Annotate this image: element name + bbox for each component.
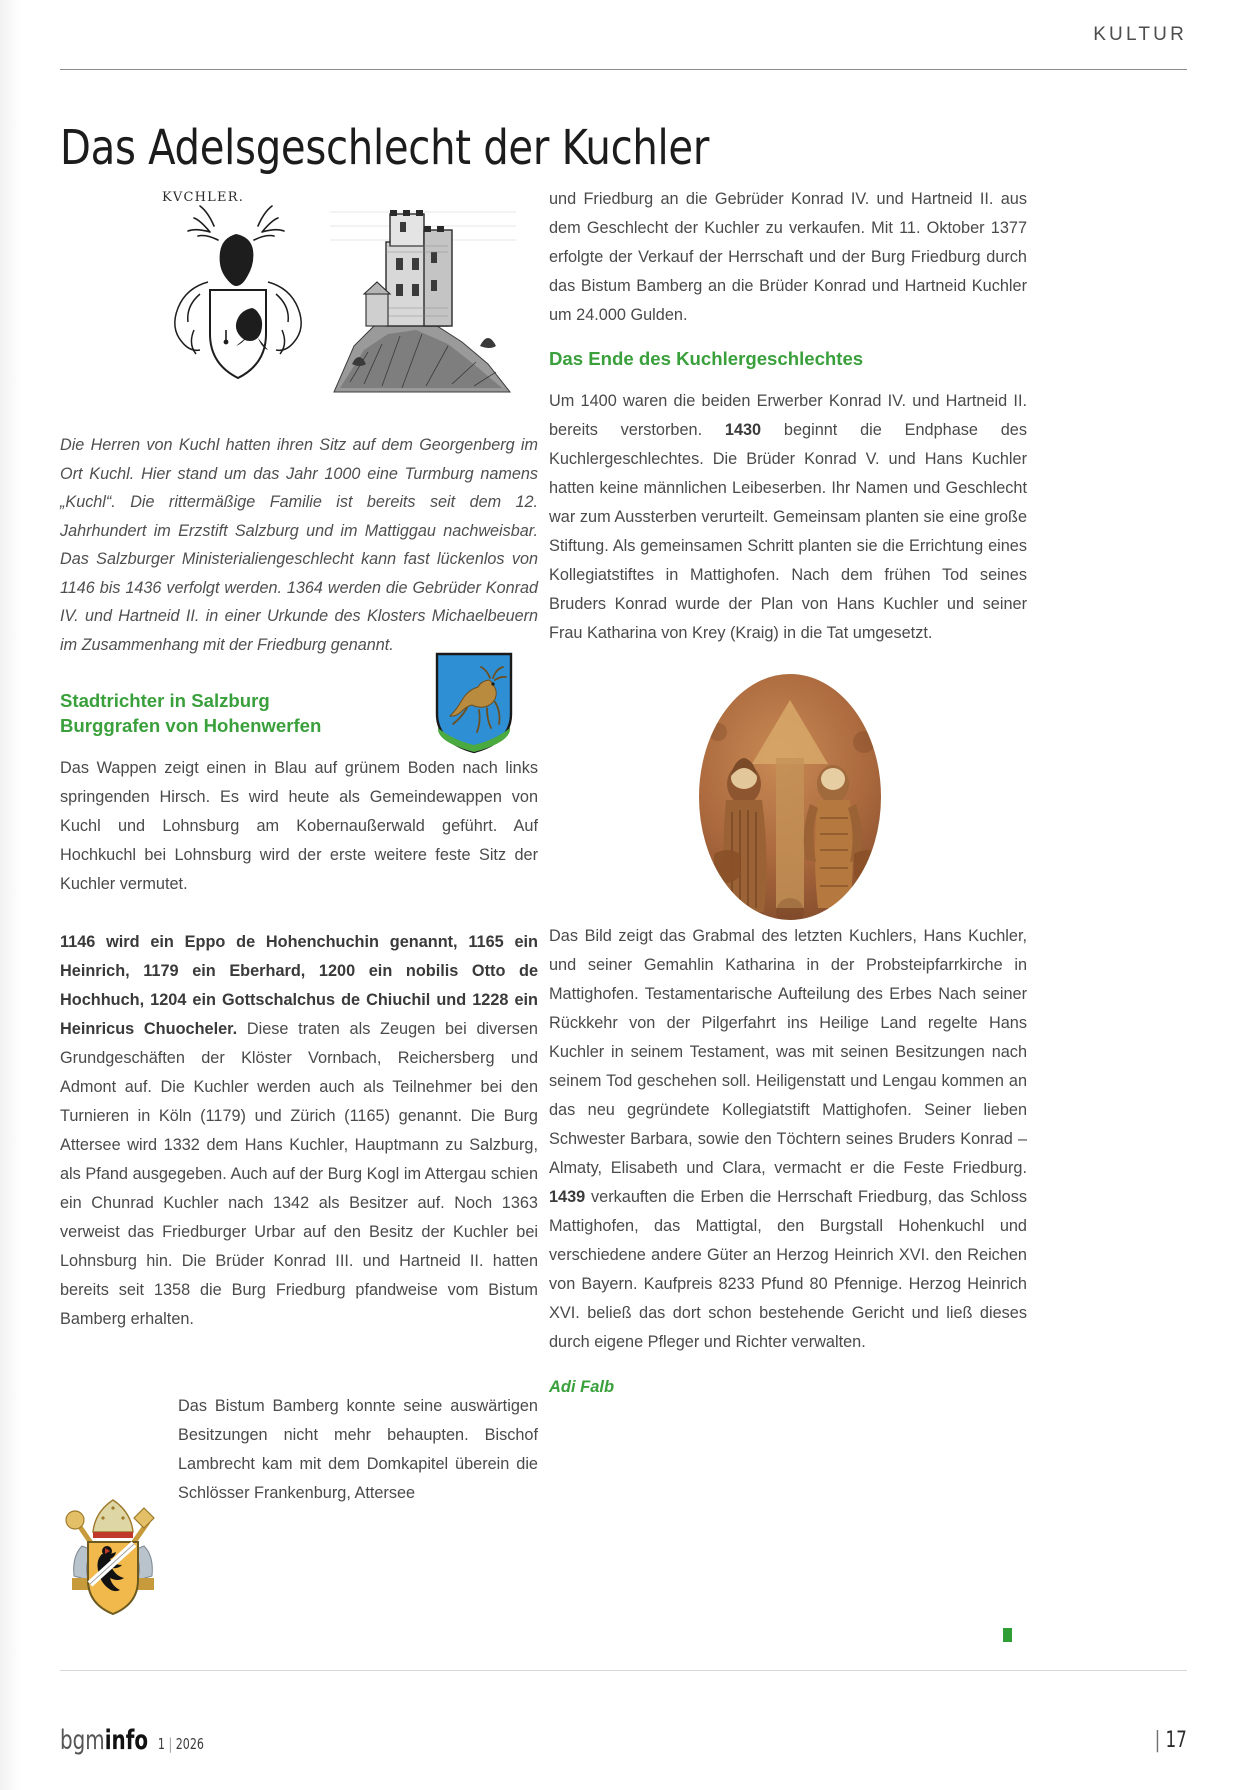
article-end-marker [1003,1628,1012,1642]
bild-run-2: verkauften die Erben die Herrschaft Friedburg, das Schloss Mattighofen, das Mattigtal, den Burgstall Hohenkuchl und verschiedene andere Güter an Herzog Heinrich XVI. den Reichen von Bayern. Kaufpreis 8233 Pfund 80 Pfennige. Herzog Heinrich XVI. beließ das dort schon bestehende Gericht und ließ dieses durch eigene Pfleger und Richter verwalten. [549,1188,1027,1351]
issue-separator: | [168,1735,173,1753]
heading-stadtrichter-line2: Burggrafen von Hohenwerfen [60,715,322,736]
right-column [549,185,1027,1402]
bild-paragraph [549,922,1027,1357]
issue-year: 2026 [175,1735,204,1753]
bamberg-paragraph: Das Bistum Bamberg konnte seine auswärtigen Besitzungen nicht mehr behaupten. Bischof Lambrecht kam mit dem Domkapitel überein die Schlösser Frankenburg, Attersee [178,1397,538,1502]
publication-brand [60,1725,204,1756]
page-edge-shadow [0,0,22,1790]
heading-das-ende: Das Ende des Kuchlergeschlechtes [549,348,864,369]
page-number-value: 17 [1165,1728,1187,1753]
names-bold-run: 1146 wird ein Eppo de Hohenchuchin genannt, 1165 ein Heinrich, 1179 ein Eberhard, 1200 ein nobilis Otto de Hochhuch, 1204 ein Gottschalchus de Chiuchil und 1228 ein Heinricus Chuocheler. [60,933,538,1038]
continuation-paragraph: und Friedburg an die Gebrüder Konrad IV. und Hartneid II. aus dem Geschlecht der Kuchler zu verkaufen. Mit 11. Oktober 1377 erfolgte der Verkauf der Herrschaft und der Burg Friedburg durch das Bistum Bamberg an die Brüder Konrad und Hartneid Kuchler um 24.000 Gulden. [549,190,1027,324]
ende-run-1: Um 1400 waren die beiden Erwerber Konrad IV. und Hartneid II. bereits verstorben. [549,392,1027,439]
page-number-bar: | [1154,1728,1161,1753]
page-footer [60,1670,1187,1790]
bild-year-1439: 1439 [549,1188,586,1206]
footer-divider [60,1670,1187,1671]
masthead-divider [60,69,1187,70]
names-paragraph [60,928,538,1334]
heading-stadtrichter-line1: Stadtrichter in Salzburg [60,690,270,711]
page-number [1155,1728,1187,1753]
article-author: Adi Falb [549,1378,615,1396]
wappen-paragraph: Das Wappen zeigt einen in Blau auf grünem Boden nach links springenden Hirsch. Es wird heute als Gemeindewappen von Kuchl und Lohnsburg am Kobernaußerwald geführt. Auf Hochkuchl bei Lohnsburg wird der erste weitere feste Sitz der Kuchler vermutet. [60,759,538,893]
left-column [60,185,538,1508]
names-rest-run: Diese traten als Zeugen bei diversen Grundgeschäften der Klöster Vornbach, Reichersberg und Admont auf. Die Kuchler werden auch als Teilnehmer bei den Turnieren in Köln (1179) und Zürich (1165) genannt. Die Burg Attersee wird 1332 dem Hans Kuchler, Hauptmann zu Salzburg, als Pfand ausgegeben. Auch auf der Burg Kogl im Attergau schien ein Chunrad Kuchler nach 1342 als Besitzer auf. Noch 1363 verweist das Friedburger Urbar auf den Besitz der Kuchler bei Lohnsburg hin. Die Brüder Konrad III. und Hartneid II. hatten bereits seit 1358 die Burg Friedburg pfandweise vom Bistum Bamberg erhalten. [60,1020,538,1328]
brand-main: info [104,1725,149,1756]
issue-number: 1 [157,1735,165,1753]
page-title: Das Adelsgeschlecht der Kuchler [60,120,710,177]
brand-prefix: bgm [60,1725,105,1756]
ende-paragraph [549,387,1027,648]
masthead [60,0,1187,70]
intro-paragraph: Die Herren von Kuchl hatten ihren Sitz auf dem Georgenberg im Ort Kuchl. Hier stand um das Jahr 1000 eine Turmburg namens „Kuchl“. Die rittermäßige Familie ist bereits seit dem 12. Jahrhundert im Erzstift Salzburg und im Mattiggau nachweisbar. Das Salzburger Ministerialiengeschlecht kann fast lückenlos von 1146 bis 1436 verfolgt werden. 1364 werden die Gebrüder Konrad IV. und Hartneid II. in einer Urkunde des Klosters Michaelbeuern im Zusammenhang mit der Friedburg genannt. [60,436,538,654]
section-label: KULTUR [1093,24,1187,45]
kuchler-engraving-label: KVCHLER. [162,190,245,205]
ende-run-2: beginnt die Endphase des Kuchlergeschlechtes. Die Brüder Konrad V. und Hans Kuchler hatten keine männlichen Leibeserben. Ihr Namen und Geschlecht war zum Aussterben verurteilt. Gemeinsam planten sie eine große Stiftung. Als gemeinsamen Schritt planten sie die Errichtung eines Kollegiatstiftes in Mattighofen. Nach dem frühen Tod seines Bruders Konrad wurde der Plan von Hans Kuchler und seiner Frau Katharina von Krey (Kraig) in die Tat umgesetzt. [549,421,1027,642]
bild-run-1: Das Bild zeigt das Grabmal des letzten Kuchlers, Hans Kuchler, und seiner Gemahlin Katharina in der Probsteipfarrkirche in Mattighofen. Testamentarische Aufteilung des Erbes Nach seiner Rückkehr von der Pilgerfahrt ins Heilige Land regelte Hans Kuchler in seinem Testament, was mit seinen Besitzungen nach seinem Tod geschehen soll. Heiligenstatt und Lengau kommen an das neu gegründete Kollegiatstift Mattighofen. Seiner lieben Schwester Barbara, sowie den Töchtern seines Bruders Konrad – Almaty, Elisabeth und Clara, vermacht er die Feste Friedburg. [549,927,1027,1177]
ende-year-1430: 1430 [724,421,762,439]
